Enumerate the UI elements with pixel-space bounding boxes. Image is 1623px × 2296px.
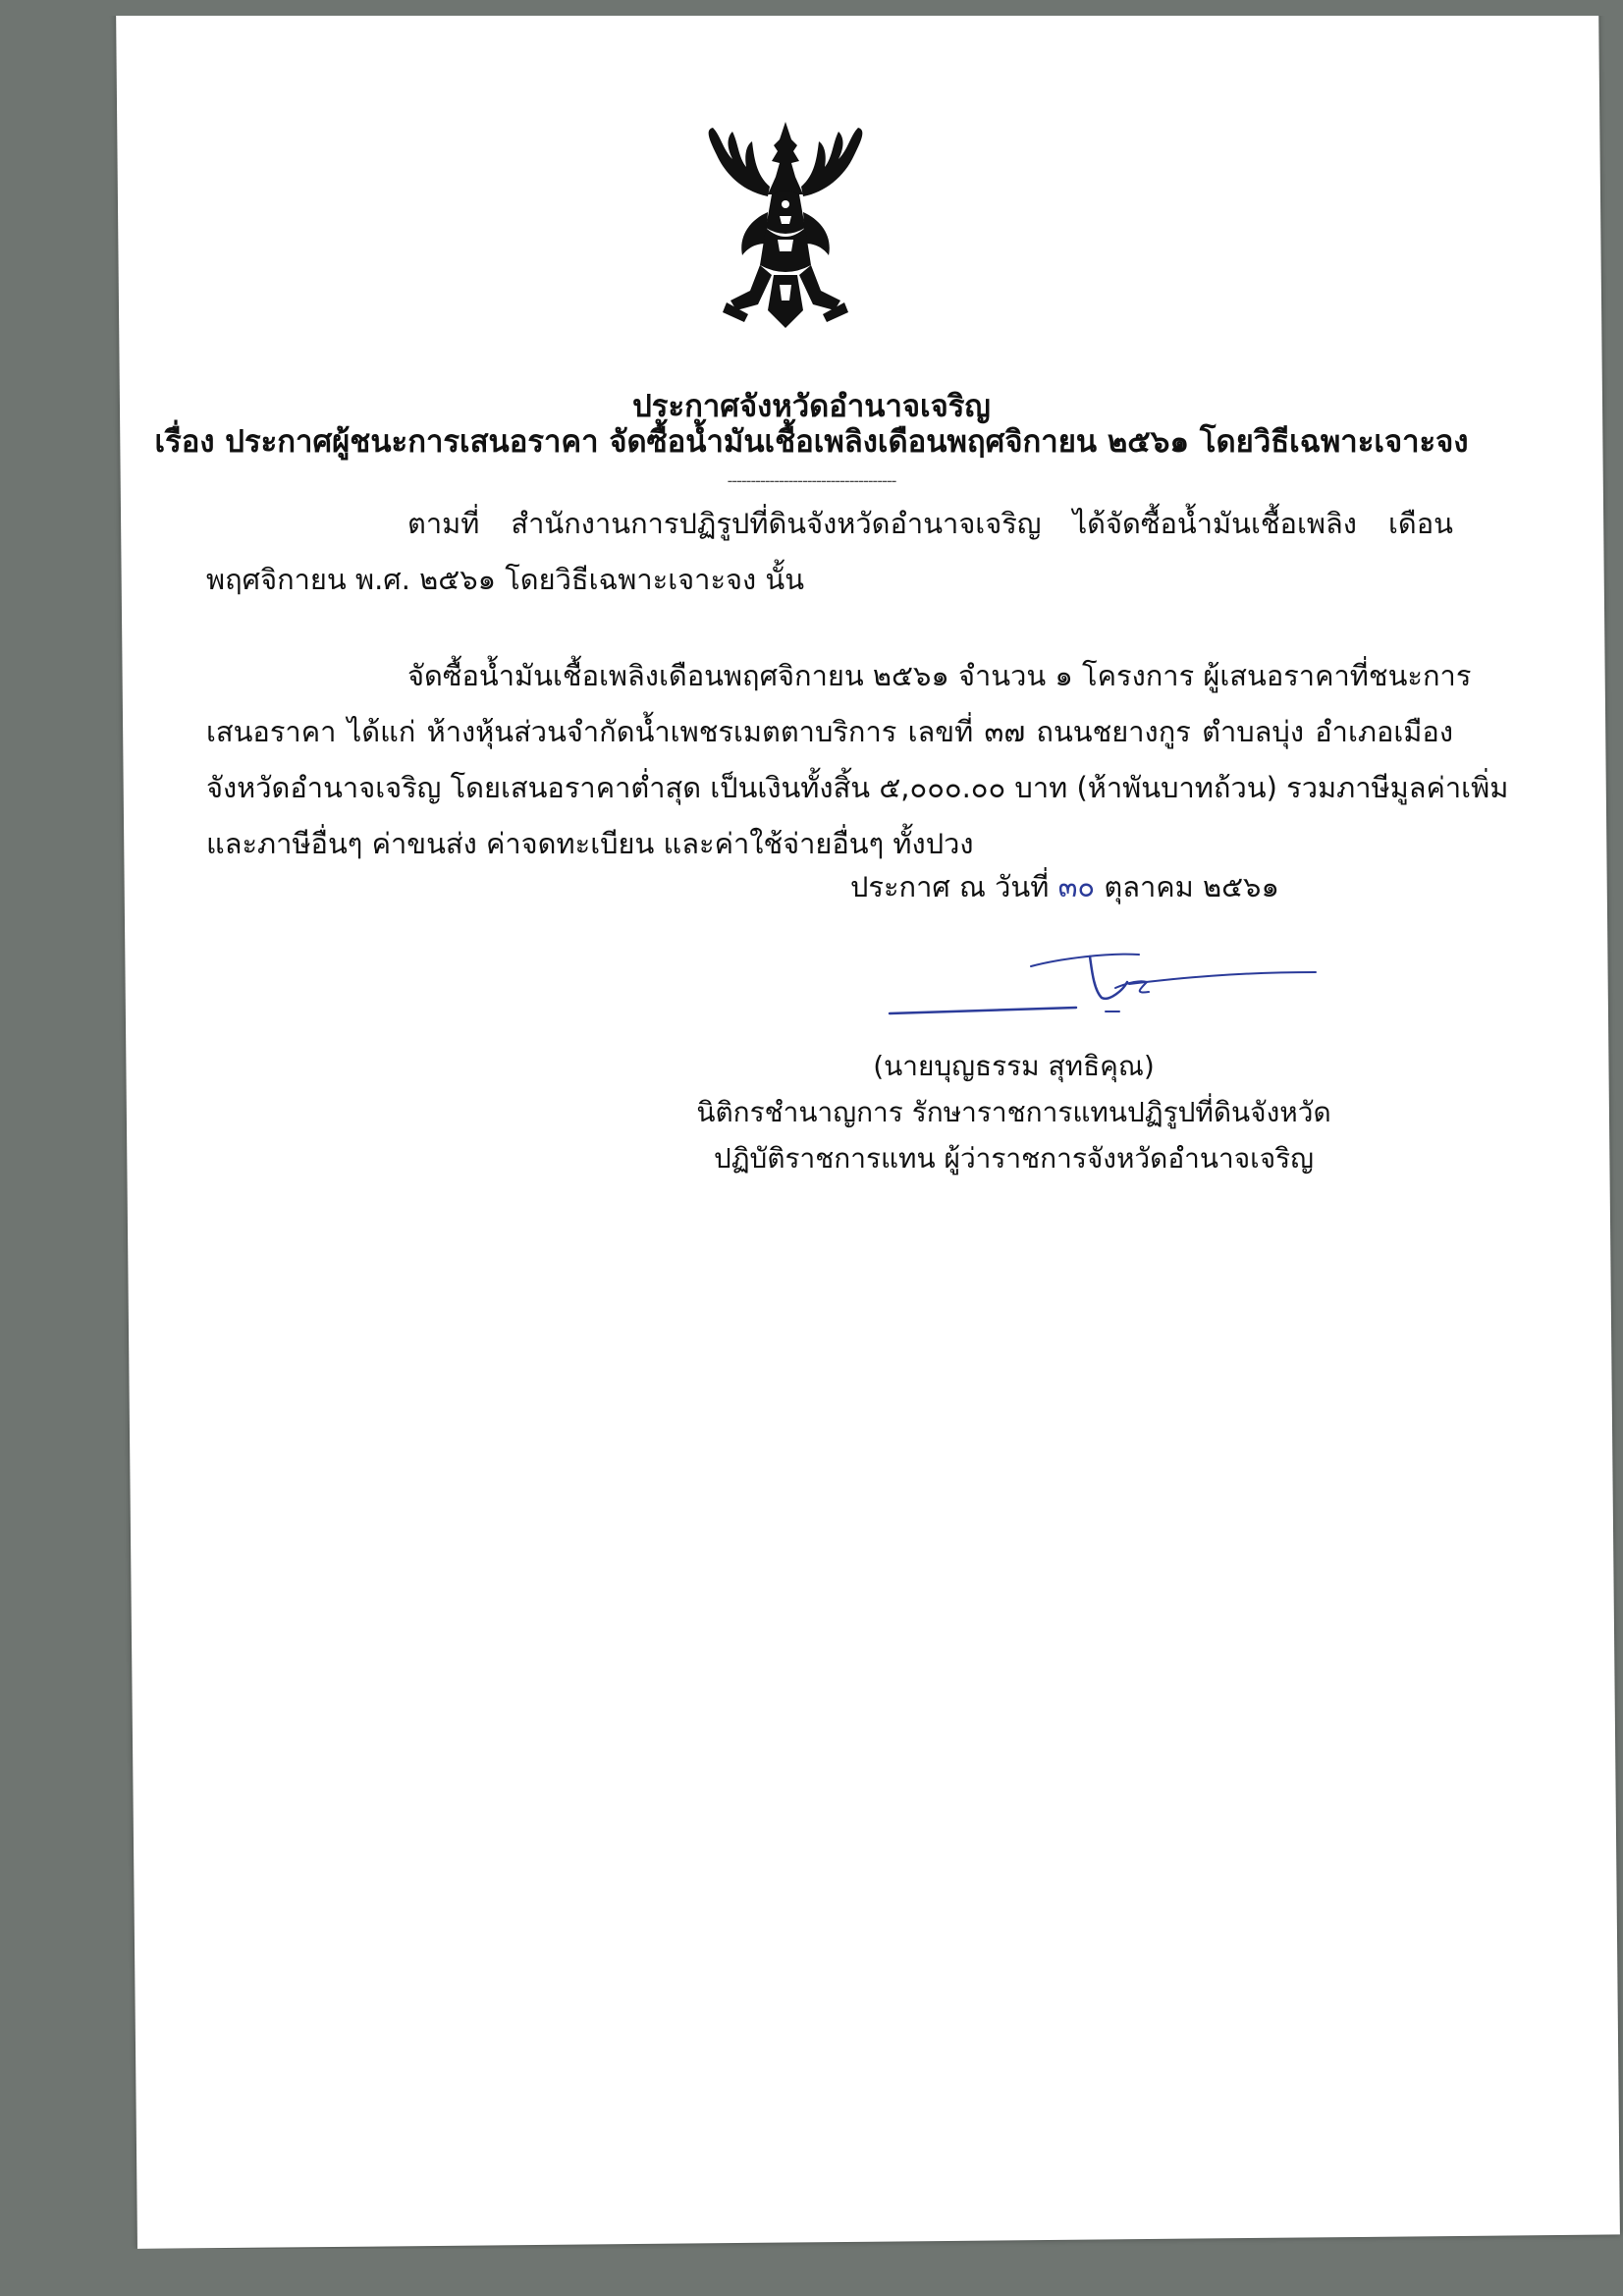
signature-icon: [884, 943, 1325, 1021]
paragraph-1-line-2: พฤศจิกายน พ.ศ. ๒๕๖๑ โดยวิธีเฉพาะเจาะจง นั้น: [206, 563, 805, 596]
paragraph-1-line-1: ตามที่ สำนักงานการปฏิรูปที่ดินจังหวัดอำนาจเจริญ ได้จัดซื้อน้ำมันเชื้อเพลิง เดือน: [407, 507, 1453, 540]
signer-name: (นายบุญธรรม สุทธิคุณ): [873, 1050, 1155, 1082]
garuda-emblem-icon: [687, 118, 884, 334]
signer-position-2: ปฏิบัติราชการแทน ผู้ว่าราชการจังหวัดอำนาจเจริญ: [713, 1142, 1314, 1175]
paragraph-2-line-3: จังหวัดอำนาจเจริญ โดยเสนอราคาต่ำสุด เป็นเงินทั้งสิ้น ๕,๐๐๐.๐๐ บาท (ห้าพันบาทถ้วน) รวมภาษีมูลค่าเพิ่ม: [206, 771, 1509, 804]
paragraph-2-line-2: เสนอราคา ได้แก่ ห้างหุ้นส่วนจำกัดน้ำเพชรเมตตาบริการ เลขที่ ๓๗ ถนนชยางกูร ตำบลบุ่ง อำเภอเมือง: [206, 715, 1453, 748]
announcement-prefix: ประกาศ ณ วันที่: [850, 870, 1050, 903]
paragraph-2-line-4: และภาษีอื่นๆ ค่าขนส่ง ค่าจดทะเบียน และค่าใช้จ่ายอื่นๆ ทั้งปวง: [206, 827, 974, 860]
paragraph-2: [206, 648, 1509, 872]
title-divider: ------------------------------------: [727, 471, 896, 490]
scan-edge-top: [0, 0, 1623, 16]
document-subject: เรื่อง ประกาศผู้ชนะการเสนอราคา จัดซื้อน้ำมันเชื้อเพลิงเดือนพฤศจิกายน ๒๕๖๑ โดยวิธีเฉพาะเจาะจง: [154, 424, 1469, 460]
announcement-month-year: ตุลาคม ๒๕๖๑: [1104, 870, 1279, 903]
signer-position-1: นิติกรชำนาญการ รักษาราชการแทนปฏิรูปที่ดินจังหวัด: [696, 1096, 1331, 1128]
signer-block: [0, 1043, 1623, 1181]
announcement-date: [850, 864, 1279, 909]
paragraph-1: [206, 496, 1453, 608]
document-title: ประกาศจังหวัดอำนาจเจริญ: [632, 389, 991, 424]
announcement-day: ๓๐: [1057, 870, 1096, 903]
paragraph-2-line-1: จัดซื้อน้ำมันเชื้อเพลิงเดือนพฤศจิกายน ๒๕๖๑ จำนวน ๑ โครงการ ผู้เสนอราคาที่ชนะการ: [407, 659, 1472, 692]
scan-edge-bottom: [0, 2249, 1623, 2296]
